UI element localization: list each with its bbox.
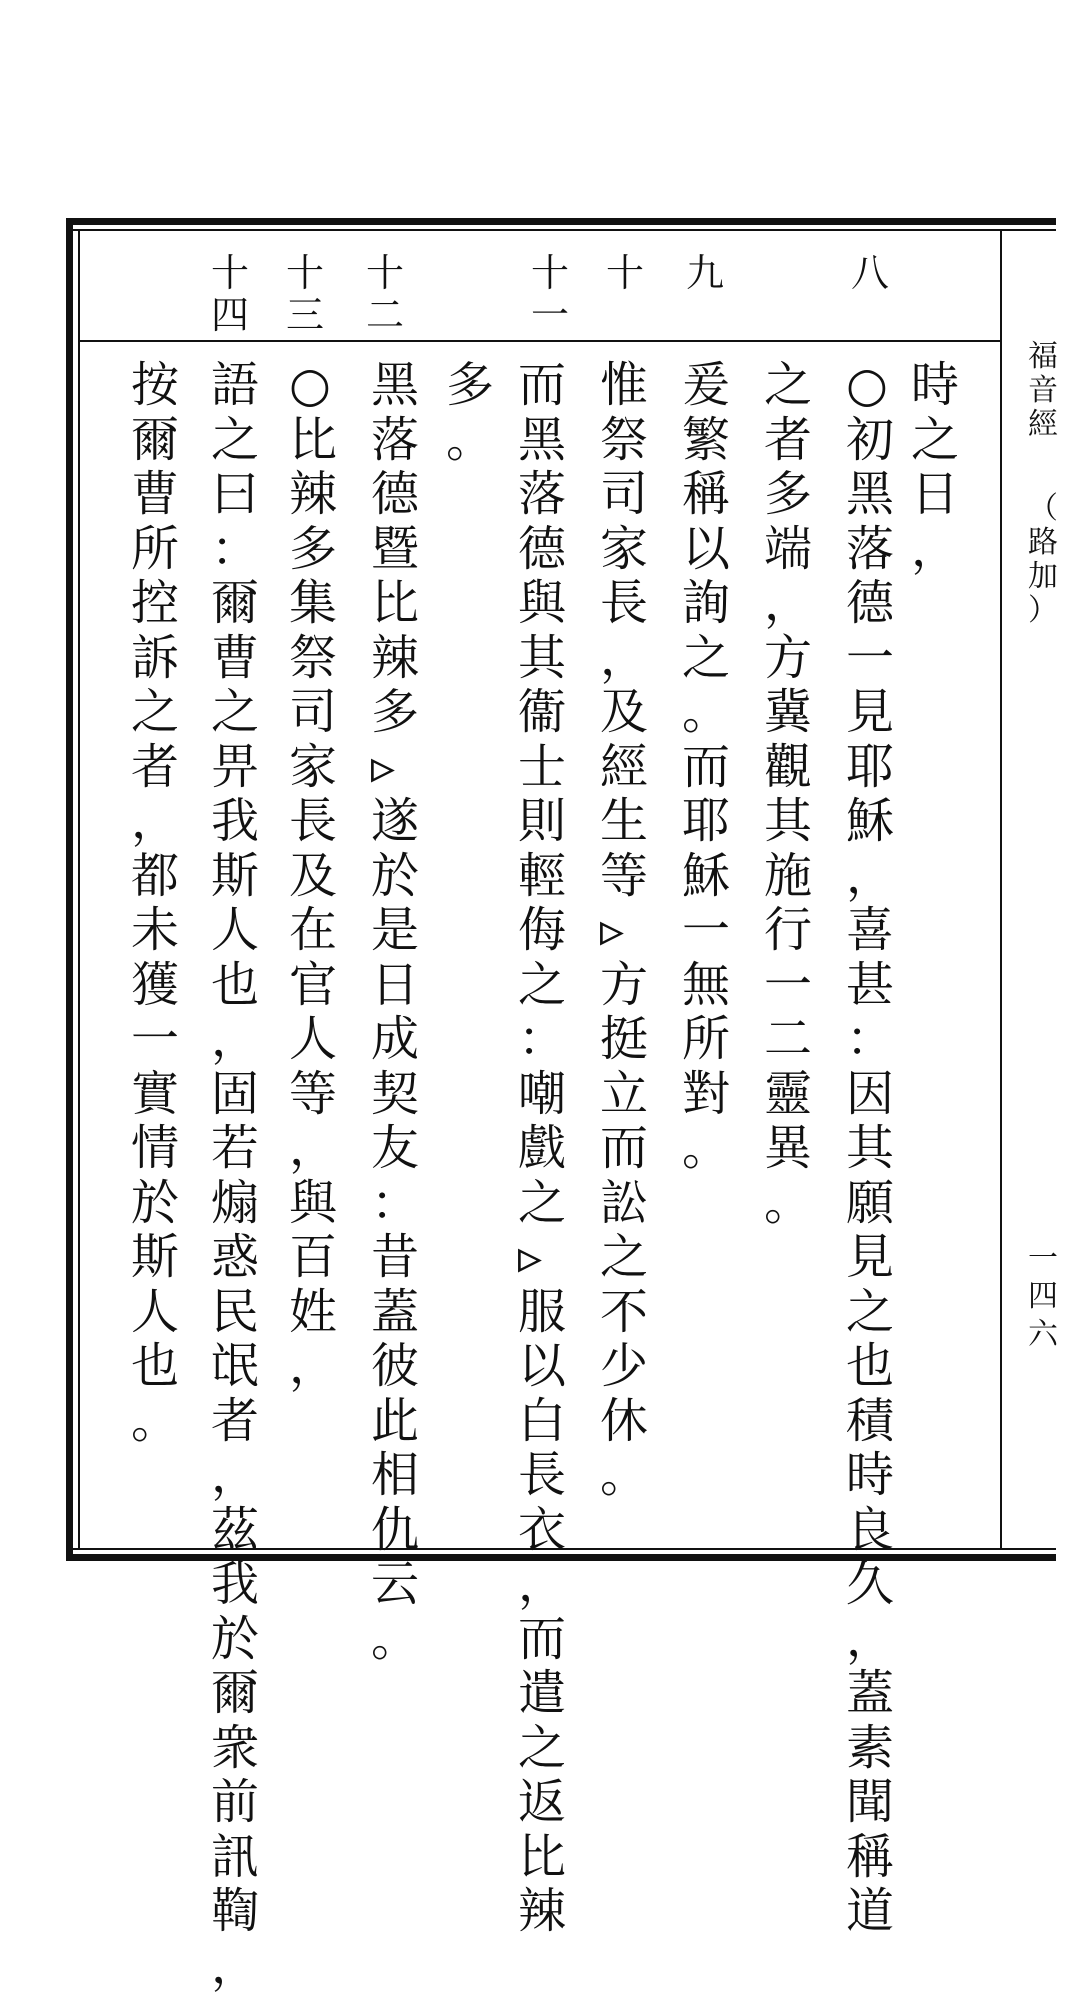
text-column-9: ○ 比 辣 多 集 祭 司 家 長 及 在 官 人 等 ， 與 百 姓 ， [288,357,337,1394]
book-title: 福 音 經 [1028,339,1058,442]
frame-left-thick [66,218,73,1561]
text-column-6: 而 黑 落 德 與 其 衞 士 則 輕 侮 之 ： 嘲 戲 之 ▹ 服 以 白 長 衣 ， 而 遣 之 返 比 辣 [517,357,566,1939]
frame-left-thin [78,229,80,1550]
text-column-11: 按 爾 曹 所 控 訴 之 者 ， 都 未 獲 一 實 情 於 斯 人 也 。 [130,357,179,1449]
text-column-1: 時 之 日 ， [910,357,959,577]
verse-number-divider [80,340,1000,342]
frame-top-thin [66,229,1056,231]
verse-number-13: 十 三 [285,251,324,337]
text-column-3: 之 者 多 端 ， 方 冀 觀 其 施 行 一 二 靈 異 。 [763,357,812,1231]
book-subtitle: （ 路 加 ） [1028,491,1058,628]
text-column-10: 語 之 曰 ： 爾 曹 之 畀 我 斯 人 也 ， 固 若 煽 惑 民 氓 者 ， 茲 我 於 爾 衆 前 訊 鞫 ， [210,357,259,1994]
text-column-5: 惟 祭 司 家 長 ， 及 經 生 等 ▹ 方 挺 立 而 訟 之 不 少 休 。 [599,357,648,1503]
verse-number-11: 十 一 [530,251,569,337]
frame-top-thick [66,218,1056,225]
verse-number-8: 八 [850,251,889,295]
running-header [1020,340,1066,628]
text-column-2: ○ 初 黑 落 德 一 見 耶 穌 ， 喜 甚 ： 因 其 願 見 之 也 積 時 良 久 ， 蓋 素 聞 稱 道 [845,357,894,1939]
frame-inner-right [1000,231,1002,1548]
verse-number-9: 九 [685,251,724,295]
text-column-7: 多 。 [445,357,494,468]
page-number [1020,1240,1066,1354]
verse-number-12: 十 二 [365,251,404,337]
page-number-text: 一 四 六 [1028,1241,1058,1352]
verse-number-14: 十 四 [210,251,249,337]
text-column-4: 爰 繁 稱 以 詢 之 。 而 耶 穌 一 無 所 對 。 [681,357,730,1176]
verse-number-10: 十 [605,251,644,295]
text-column-8: 黑 落 德 暨 比 辣 多 ▹ 遂 於 是 日 成 契 友 ： 昔 蓋 彼 此 相 仇 云 。 [370,357,419,1667]
